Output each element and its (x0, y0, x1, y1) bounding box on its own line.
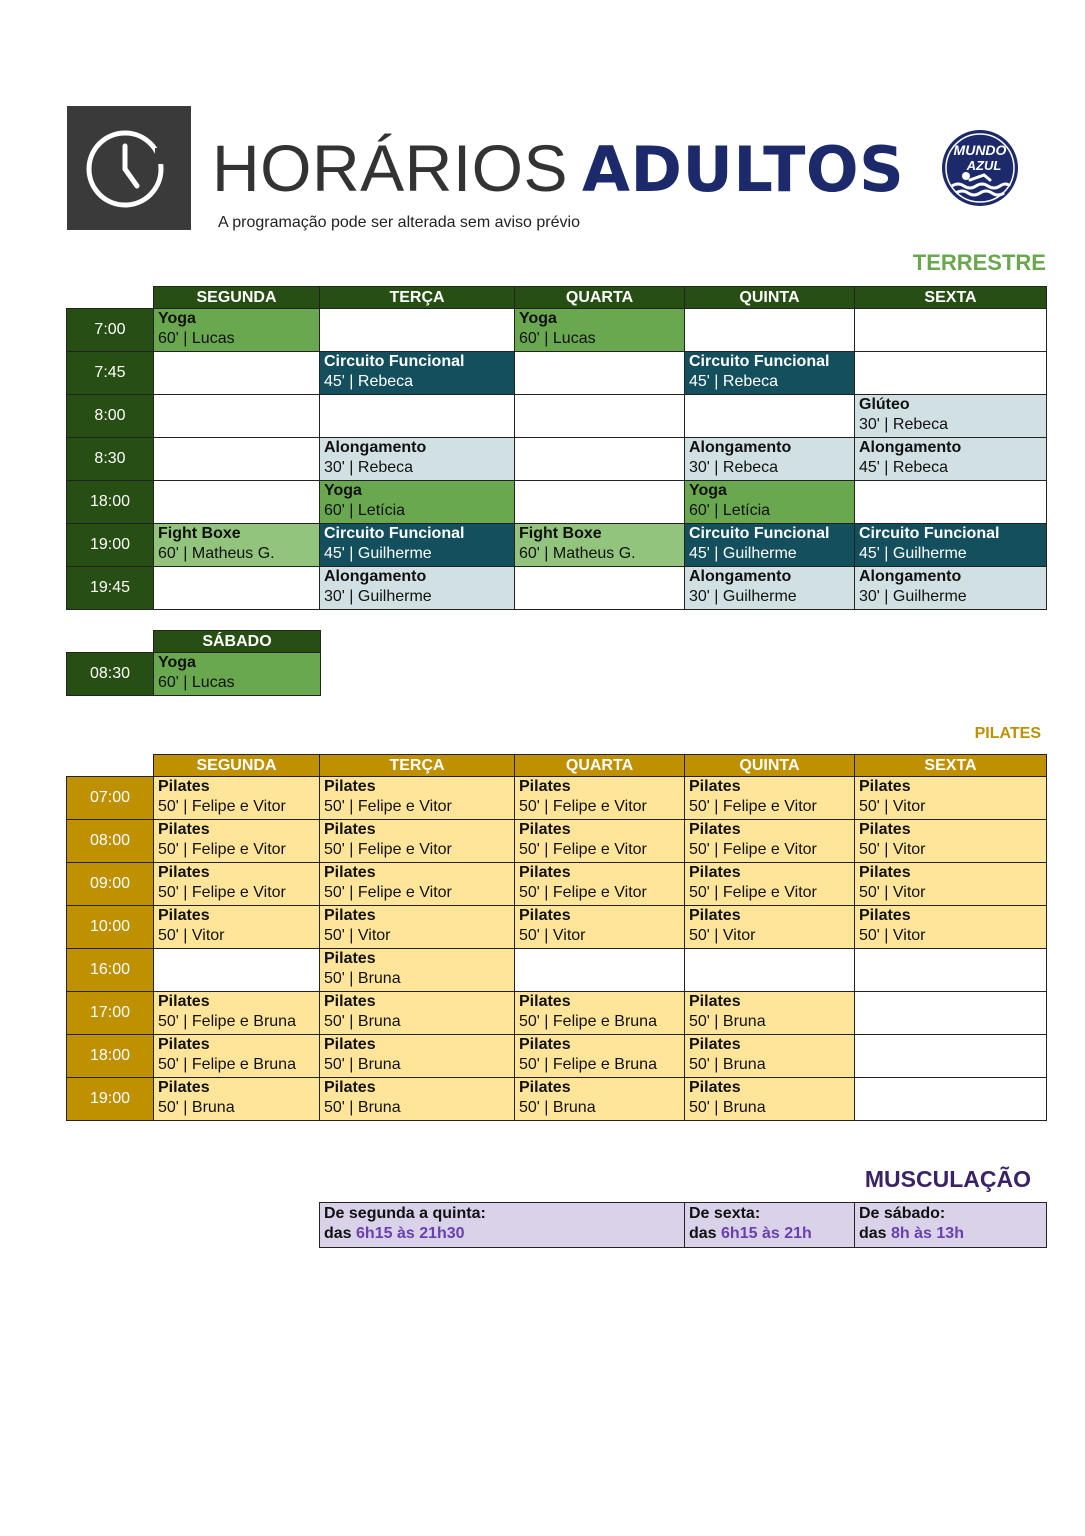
block-prefix: das (689, 1225, 717, 1242)
class-cell (685, 777, 855, 820)
class-detail: 30' | Guilherme (689, 588, 797, 605)
class-cell (320, 524, 515, 567)
table-row (67, 567, 1047, 610)
empty-cell (515, 567, 685, 610)
class-name: Pilates (324, 950, 376, 967)
class-cell (515, 1035, 685, 1078)
class-detail: 45' | Guilherme (859, 545, 967, 562)
class-cell (685, 906, 855, 949)
pilates-title: PILATES (974, 725, 1041, 742)
empty-cell (855, 352, 1047, 395)
empty-cell (154, 949, 320, 992)
class-detail: 50' | Felipe e Bruna (158, 1013, 296, 1030)
page-subtitle: A programação pode ser alterada sem aviso prévio (218, 214, 580, 231)
class-cell (685, 820, 855, 863)
empty-cell (515, 352, 685, 395)
class-name: Pilates (689, 1036, 741, 1053)
day-header: TERÇA (320, 755, 515, 777)
class-name: Pilates (689, 993, 741, 1010)
class-cell (855, 567, 1047, 610)
empty-cell (855, 309, 1047, 352)
empty-cell (685, 395, 855, 438)
class-cell (855, 777, 1047, 820)
class-detail: 45' | Guilherme (689, 545, 797, 562)
logo-text-2: AZUL (966, 158, 1002, 173)
pilates-table (66, 754, 1047, 1121)
class-name: Circuito Funcional (324, 525, 465, 542)
class-cell (685, 863, 855, 906)
class-detail: 50' | Felipe e Vitor (324, 884, 452, 901)
terrestre-body (67, 309, 1047, 610)
class-name: Pilates (158, 993, 210, 1010)
class-name: Circuito Funcional (859, 525, 1000, 542)
class-cell (685, 524, 855, 567)
class-detail: 60' | Letícia (689, 502, 771, 519)
time-cell: 19:00 (67, 1078, 154, 1121)
class-name: Pilates (689, 821, 741, 838)
class-detail: 50' | Bruna (689, 1013, 766, 1030)
class-cell (685, 567, 855, 610)
class-detail: 50' | Bruna (324, 1056, 401, 1073)
class-cell (320, 777, 515, 820)
class-detail: 45' | Rebeca (859, 459, 949, 476)
class-detail: 50' | Felipe e Vitor (689, 841, 817, 858)
class-cell (154, 524, 320, 567)
class-cell (320, 949, 515, 992)
class-detail: 50' | Vitor (859, 798, 926, 815)
table-row (67, 820, 1047, 863)
class-detail: 50' | Felipe e Vitor (158, 884, 286, 901)
class-name: Pilates (158, 778, 210, 795)
class-detail: 50' | Felipe e Vitor (519, 884, 647, 901)
table-row (67, 438, 1047, 481)
block-label: De sábado: (859, 1205, 946, 1222)
logo-text-1: MUNDO (953, 142, 1007, 158)
terrestre-table (66, 286, 1047, 610)
class-detail: 30' | Guilherme (859, 588, 967, 605)
day-header: QUINTA (685, 287, 855, 309)
day-header: SEXTA (855, 755, 1047, 777)
time-cell: 7:45 (67, 352, 154, 395)
class-name: Pilates (324, 864, 376, 881)
class-name: Glúteo (859, 396, 910, 413)
class-name: Pilates (519, 907, 571, 924)
class-name: Pilates (158, 1036, 210, 1053)
class-cell (515, 777, 685, 820)
empty-cell (855, 949, 1047, 992)
class-name: Pilates (158, 821, 210, 838)
class-cell (515, 820, 685, 863)
class-name: Yoga (324, 482, 362, 499)
class-detail: 60' | Letícia (324, 502, 406, 519)
block-hours: 8h às 13h (891, 1225, 964, 1242)
class-name: Pilates (519, 1079, 571, 1096)
class-detail: 50' | Felipe e Vitor (324, 798, 452, 815)
empty-cell (154, 481, 320, 524)
class-detail: 60' | Lucas (158, 330, 235, 347)
table-row (67, 949, 1047, 992)
time-cell: 19:00 (67, 524, 154, 567)
table-row (67, 863, 1047, 906)
time-cell: 7:00 (67, 309, 154, 352)
block-hours: 6h15 às 21h30 (356, 1225, 465, 1242)
class-name: Pilates (689, 907, 741, 924)
clock-icon (67, 106, 191, 230)
class-detail: 60' | Lucas (158, 674, 235, 691)
class-name: Pilates (519, 864, 571, 881)
class-name: Fight Boxe (158, 525, 241, 542)
corner-blank (67, 287, 154, 309)
class-detail: 30' | Rebeca (859, 416, 949, 433)
time-cell: 07:00 (67, 777, 154, 820)
class-detail: 50' | Vitor (859, 841, 926, 858)
class-cell (154, 906, 320, 949)
empty-cell (154, 567, 320, 610)
class-name: Fight Boxe (519, 525, 602, 542)
pilates-body (67, 777, 1047, 1121)
class-detail: 60' | Lucas (519, 330, 596, 347)
class-name: Pilates (689, 864, 741, 881)
class-detail: 50' | Felipe e Bruna (519, 1013, 657, 1030)
class-cell (320, 992, 515, 1035)
class-cell (685, 352, 855, 395)
class-detail: 50' | Bruna (324, 970, 401, 987)
class-cell (320, 567, 515, 610)
block-prefix: das (324, 1225, 352, 1242)
title-bold: ADULTOS (582, 133, 905, 206)
class-cell (855, 524, 1047, 567)
class-cell (515, 906, 685, 949)
empty-cell (855, 1078, 1047, 1121)
class-detail: 50' | Vitor (324, 927, 391, 944)
block-hours-line (689, 1224, 850, 1244)
class-cell (154, 653, 321, 696)
block-prefix: das (859, 1225, 887, 1242)
day-header: SÁBADO (154, 631, 321, 653)
class-detail: 45' | Guilherme (324, 545, 432, 562)
class-cell (685, 1078, 855, 1121)
class-detail: 50' | Bruna (158, 1099, 235, 1116)
table-row (67, 653, 321, 696)
class-name: Alongamento (689, 439, 792, 456)
class-detail: 50' | Bruna (689, 1056, 766, 1073)
class-name: Pilates (519, 993, 571, 1010)
day-header: QUARTA (515, 287, 685, 309)
empty-cell (154, 395, 320, 438)
class-name: Alongamento (689, 568, 792, 585)
class-cell (855, 395, 1047, 438)
table-row (67, 481, 1047, 524)
class-detail: 50' | Vitor (519, 927, 586, 944)
class-cell (515, 309, 685, 352)
class-name: Pilates (859, 907, 911, 924)
class-detail: 30' | Guilherme (324, 588, 432, 605)
class-name: Pilates (324, 993, 376, 1010)
terrestre-title: TERRESTRE (912, 250, 1046, 275)
class-detail: 50' | Felipe e Vitor (689, 884, 817, 901)
table-row (67, 1035, 1047, 1078)
class-detail: 50' | Bruna (324, 1013, 401, 1030)
table-row (67, 524, 1047, 567)
class-detail: 50' | Felipe e Vitor (158, 841, 286, 858)
time-cell: 17:00 (67, 992, 154, 1035)
empty-cell (855, 992, 1047, 1035)
sabado-table (66, 630, 321, 696)
class-name: Circuito Funcional (689, 353, 830, 370)
empty-cell (685, 949, 855, 992)
class-cell (154, 863, 320, 906)
class-name: Pilates (519, 778, 571, 795)
class-cell (154, 1078, 320, 1121)
class-detail: 60' | Matheus G. (158, 545, 275, 562)
class-detail: 45' | Rebeca (689, 373, 779, 390)
table-row (67, 1078, 1047, 1121)
class-name: Yoga (158, 654, 196, 671)
class-detail: 50' | Bruna (689, 1099, 766, 1116)
class-cell (320, 438, 515, 481)
class-detail: 50' | Vitor (689, 927, 756, 944)
musculacao-block (685, 1203, 855, 1248)
time-cell: 18:00 (67, 1035, 154, 1078)
class-cell (154, 1035, 320, 1078)
block-hours-line (324, 1224, 680, 1244)
class-cell (320, 1078, 515, 1121)
class-name: Alongamento (324, 439, 427, 456)
class-cell (154, 820, 320, 863)
class-detail: 50' | Felipe e Vitor (519, 841, 647, 858)
class-name: Pilates (519, 821, 571, 838)
class-name: Yoga (158, 310, 196, 327)
mundo-azul-logo (940, 128, 1020, 208)
class-detail: 50' | Vitor (859, 927, 926, 944)
class-cell (685, 1035, 855, 1078)
block-hours-line (859, 1224, 1042, 1244)
class-detail: 50' | Felipe e Vitor (158, 798, 286, 815)
class-cell (855, 820, 1047, 863)
table-row (67, 777, 1047, 820)
class-name: Pilates (689, 1079, 741, 1096)
class-cell (515, 863, 685, 906)
table-row (67, 992, 1047, 1035)
class-detail: 30' | Rebeca (324, 459, 414, 476)
class-detail: 50' | Felipe e Vitor (689, 798, 817, 815)
time-cell: 08:00 (67, 820, 154, 863)
time-cell: 19:45 (67, 567, 154, 610)
class-cell (855, 863, 1047, 906)
day-header: QUARTA (515, 755, 685, 777)
empty-cell (515, 438, 685, 481)
time-cell: 08:30 (67, 653, 154, 696)
empty-cell (154, 438, 320, 481)
musculacao-block (320, 1203, 685, 1248)
class-detail: 60' | Matheus G. (519, 545, 636, 562)
table-row (67, 309, 1047, 352)
class-cell (154, 309, 320, 352)
musculacao-table (319, 1202, 1047, 1248)
table-row (67, 906, 1047, 949)
class-name: Pilates (324, 821, 376, 838)
class-detail: 50' | Bruna (324, 1099, 401, 1116)
class-detail: 45' | Rebeca (324, 373, 414, 390)
class-cell (515, 1078, 685, 1121)
class-detail: 50' | Felipe e Vitor (324, 841, 452, 858)
time-cell: 09:00 (67, 863, 154, 906)
class-name: Circuito Funcional (689, 525, 830, 542)
empty-cell (320, 309, 515, 352)
class-cell (320, 906, 515, 949)
class-name: Alongamento (324, 568, 427, 585)
empty-cell (515, 949, 685, 992)
class-cell (685, 992, 855, 1035)
block-label: De segunda a quinta: (324, 1205, 486, 1222)
class-name: Pilates (324, 778, 376, 795)
corner-blank (67, 755, 154, 777)
class-detail: 30' | Rebeca (689, 459, 779, 476)
class-cell (855, 438, 1047, 481)
time-cell: 16:00 (67, 949, 154, 992)
time-cell: 18:00 (67, 481, 154, 524)
class-name: Alongamento (859, 439, 962, 456)
class-name: Alongamento (859, 568, 962, 585)
class-detail: 50' | Felipe e Bruna (158, 1056, 296, 1073)
class-cell (320, 863, 515, 906)
empty-cell (515, 481, 685, 524)
block-label: De sexta: (689, 1205, 761, 1222)
class-detail: 50' | Felipe e Vitor (519, 798, 647, 815)
empty-cell (855, 481, 1047, 524)
empty-cell (685, 309, 855, 352)
day-header: SEGUNDA (154, 755, 320, 777)
musculacao-block (855, 1203, 1047, 1248)
class-name: Circuito Funcional (324, 353, 465, 370)
empty-cell (515, 395, 685, 438)
time-cell: 8:00 (67, 395, 154, 438)
class-name: Pilates (689, 778, 741, 795)
class-name: Pilates (859, 821, 911, 838)
class-name: Pilates (324, 1079, 376, 1096)
table-row (320, 1203, 1047, 1248)
class-name: Pilates (859, 778, 911, 795)
day-header: SEXTA (855, 287, 1047, 309)
class-detail: 50' | Vitor (158, 927, 225, 944)
class-name: Pilates (158, 907, 210, 924)
class-name: Pilates (859, 864, 911, 881)
class-cell (685, 481, 855, 524)
class-cell (515, 992, 685, 1035)
clock-logo-box (67, 106, 191, 230)
page-title (212, 128, 904, 208)
class-cell (154, 777, 320, 820)
class-cell (515, 524, 685, 567)
day-header: QUINTA (685, 755, 855, 777)
corner-blank (67, 631, 154, 653)
class-cell (320, 481, 515, 524)
musculacao-title: MUSCULAÇÃO (864, 1166, 1031, 1192)
class-name: Pilates (158, 864, 210, 881)
block-hours: 6h15 às 21h (721, 1225, 812, 1242)
class-name: Pilates (324, 1036, 376, 1053)
class-detail: 50' | Felipe e Bruna (519, 1056, 657, 1073)
class-name: Yoga (519, 310, 557, 327)
class-cell (154, 992, 320, 1035)
class-detail: 50' | Vitor (859, 884, 926, 901)
class-name: Yoga (689, 482, 727, 499)
class-cell (320, 352, 515, 395)
class-name: Pilates (158, 1079, 210, 1096)
class-detail: 50' | Bruna (519, 1099, 596, 1116)
empty-cell (320, 395, 515, 438)
time-cell: 10:00 (67, 906, 154, 949)
class-cell (320, 820, 515, 863)
class-cell (320, 1035, 515, 1078)
class-cell (685, 438, 855, 481)
table-row (67, 395, 1047, 438)
class-name: Pilates (324, 907, 376, 924)
class-cell (855, 906, 1047, 949)
day-header: SEGUNDA (154, 287, 320, 309)
day-header: TERÇA (320, 287, 515, 309)
table-row (67, 352, 1047, 395)
class-name: Pilates (519, 1036, 571, 1053)
empty-cell (855, 1035, 1047, 1078)
empty-cell (154, 352, 320, 395)
time-cell: 8:30 (67, 438, 154, 481)
title-light: HORÁRIOS (212, 131, 569, 205)
